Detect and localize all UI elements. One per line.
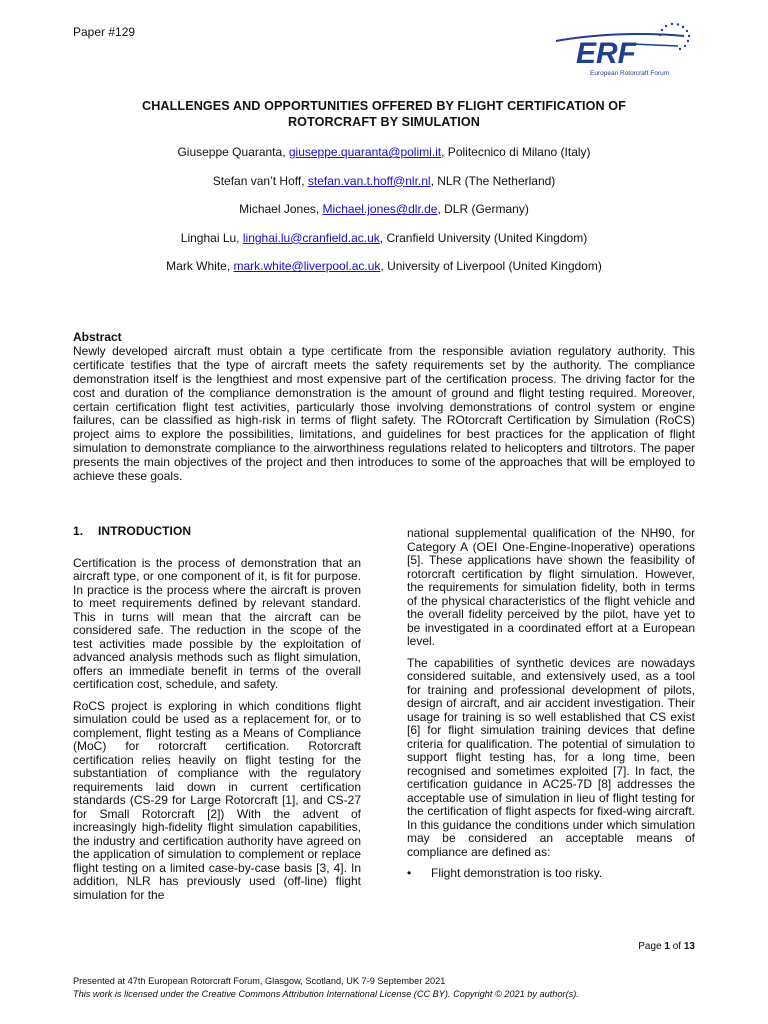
page-footer <box>73 975 579 1001</box>
author-line <box>70 230 698 259</box>
paper-title-line-2: ROTORCRAFT BY SIMULATION <box>287 115 480 129</box>
paragraph: Certification is the process of demonstration that an aircraft type, or one component of it, is fit for purpose. In practice is the process where the aircraft is proven to meet requirements defined by relevant standard. This in turns will mean that the aircraft can be considered safe. The reduction in the scope of the test activities made possible by the exploitation of advanced analysis methods such as flight simulation, offers an immediate benefit in terms of the overall certification cost, schedule, and safety. <box>73 555 361 691</box>
author-email-link[interactable]: linghai.lu@cranfield.ac.uk <box>242 230 380 245</box>
author-affiliation: , Cranfield University (United Kingdom) <box>379 230 588 245</box>
author-line <box>70 201 698 230</box>
author-name: Michael Jones, <box>239 202 323 217</box>
author-line <box>70 258 698 287</box>
column-left <box>73 525 361 910</box>
abstract <box>73 331 695 484</box>
footer-license: This work is licensed under the Creative Commons Attribution International License (CC BY). Copyright © 2021 by author(s). <box>73 989 579 999</box>
page-of-word: of <box>669 941 684 952</box>
author-affiliation: , University of Liverpool (United Kingdom) <box>380 259 602 274</box>
paragraph: national supplemental qualification of the NH90, for Category A (OEI One-Engine-Inoperative) operations [5]. These applications have shown the feasibility of rotorcraft certification by flight simulation. However, the requirements for simulation fidelity, both in terms of the physical characteristics of the flight vehicle and the overall fidelity perceived by the pilot, have yet to be investigated in a coordinated effort at a European level. <box>407 526 695 648</box>
bullet-item <box>407 867 695 881</box>
author-line <box>70 173 698 202</box>
author-name: Stefan van’t Hoff, <box>212 173 308 188</box>
author-list <box>70 144 698 287</box>
author-name: Linghai Lu, <box>180 230 243 245</box>
abstract-text: Newly developed aircraft must obtain a type certificate from the responsible aviation regulatory authority. This certificate testifies that the type of aircraft meets the safety requirements set by the authority. The compliance demonstration itself is the lengthiest and most expensive part of the certification process. The driving factor for the cost and duration of the compliance demonstration is the amount of ground and flight testing required. Moreover, certain certification flight test activities, particularly those involving demonstrations of control system or engine failures, can be classified as high-risk in terms of flight safety. The ROtorcraft Certification by Simulation (RoCS) project aims to explore the possibilities, limitations, and guidelines for best practices for the application of flight simulation to demonstrate compliance to the airworthiness regulations related to helicopters and tiltrotors. The paper presents the main objectives of the project and then introduces to some of the approaches that will be employed to achieve these goals. <box>73 343 695 484</box>
paper-title <box>70 98 698 130</box>
author-affiliation: , DLR (Germany) <box>437 202 529 217</box>
author-name: Mark White, <box>166 259 234 274</box>
section-heading <box>73 525 361 539</box>
page-word: Page <box>638 941 665 952</box>
logo-subtitle: European Rotorcraft Forum <box>590 70 670 77</box>
page-total: 13 <box>683 941 695 952</box>
paper-title-line-1: CHALLENGES AND OPPORTUNITIES OFFERED BY FLIGHT CERTIFICATION OF <box>142 99 626 113</box>
paragraph: The capabilities of synthetic devices are nowadays considered suitable, and extensively used, as a tool for training and professional development of pilots, design of aircraft, and air accident investigation. Their usage for training is so well established that CS exist [6] for flight simulation training devices that define criteria for qualification. The potential of simulation to support flight testing has, for a long time, been recognised and sometimes exploited [7]. In fact, the certification guidance in AC25-7D [8] addresses the acceptable use of simulation in lieu of flight testing for the certification of flight aspects for fixed-wing aircraft. In this guidance the conditions under which simulation may be considered an acceptable means of compliance are defined as: <box>407 655 695 859</box>
author-email-link[interactable]: giuseppe.quaranta@polimi.it <box>288 145 442 159</box>
page-number <box>638 941 695 952</box>
section-number: 1. <box>73 524 84 538</box>
abstract-heading: Abstract <box>73 330 122 344</box>
column-right <box>407 527 695 881</box>
author-name: Giuseppe Quaranta, <box>177 145 289 159</box>
author-line <box>70 144 698 173</box>
author-email-link[interactable]: stefan.van.t.hoff@nlr.nl <box>307 173 431 188</box>
author-email-link[interactable]: mark.white@liverpool.ac.uk <box>233 259 381 274</box>
section-title: INTRODUCTION <box>98 524 192 538</box>
erf-logo <box>554 20 698 78</box>
footer-presented: Presented at 47th European Rotorcraft Forum, Glasgow, Scotland, UK 7-9 September 2021 <box>73 976 446 986</box>
logo-wordmark: ERF <box>576 37 636 70</box>
paragraph: RoCS project is exploring in which conditions flight simulation could be used as a replacement for, or to complement, flight testing as a Means of Compliance (MoC) for rotorcraft certification. Rotorcraft certification relies heavily on flight testing for the substantiation of compliance with the regulatory requirements laid down in current certification standards (CS-29 for Large Rotorcraft [1], and CS-27 for Small Rotorcraft [2]) With the advent of increasingly high-fidelity flight simulation capabilities, the industry and certification authority have agreed on the application of simulation to complement or replace flight testing on a limited case-by-case basis [3, 4]. In addition, NLR has previously used (off-line) flight simulation for the <box>73 698 361 902</box>
page-current: 1 <box>664 941 670 952</box>
author-affiliation: , Politecnico di Milano (Italy) <box>441 145 591 159</box>
author-affiliation: , NLR (The Netherland) <box>430 173 556 188</box>
author-email-link[interactable]: Michael.jones@dlr.de <box>322 202 438 217</box>
paper-number: Paper #129 <box>73 25 136 39</box>
bullet-icon: • <box>407 866 412 880</box>
bullet-text: Flight demonstration is too risky. <box>431 866 603 880</box>
